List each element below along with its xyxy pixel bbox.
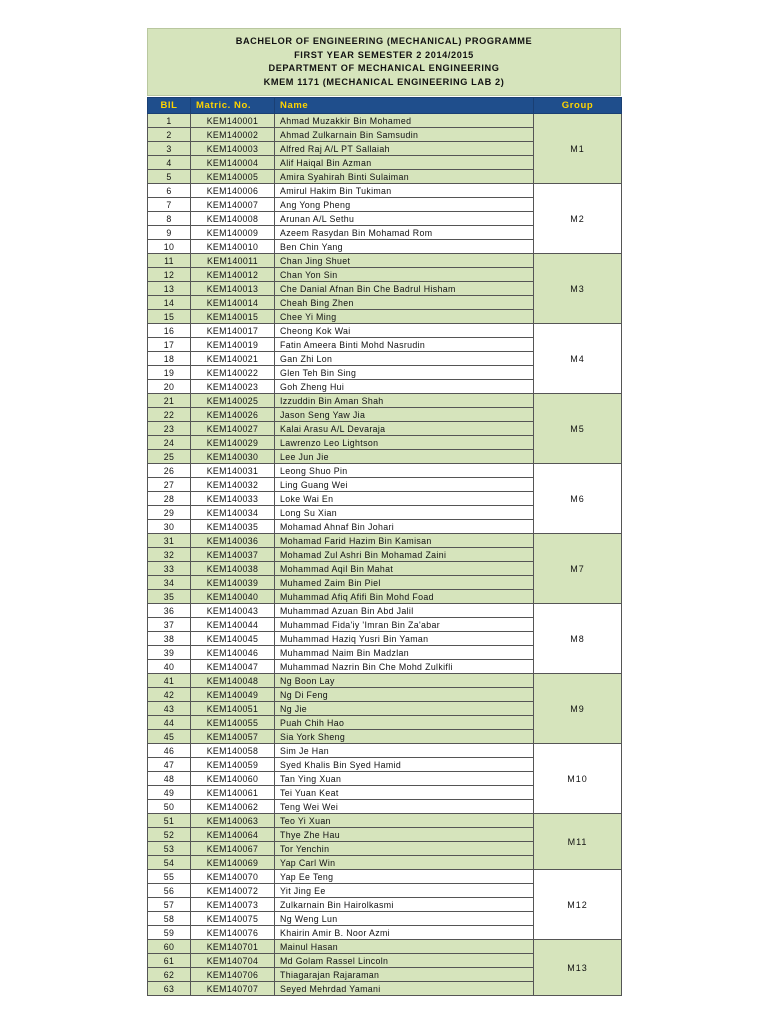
matric-no-cell: KEM140017 [191, 324, 275, 338]
bil-cell: 32 [148, 548, 191, 562]
name-cell: Muhammad Nazrin Bin Che Mohd Zulkifli [275, 660, 534, 674]
header-bil: BIL [148, 98, 191, 114]
group-cell: M12 [534, 870, 622, 940]
name-cell: Ng Weng Lun [275, 912, 534, 926]
bil-cell: 58 [148, 912, 191, 926]
name-cell: Long Su Xian [275, 506, 534, 520]
bil-cell: 36 [148, 604, 191, 618]
name-cell: Arunan A/L Sethu [275, 212, 534, 226]
bil-cell: 47 [148, 758, 191, 772]
bil-cell: 25 [148, 450, 191, 464]
matric-no-cell: KEM140026 [191, 408, 275, 422]
bil-cell: 40 [148, 660, 191, 674]
name-cell: Thiagarajan Rajaraman [275, 968, 534, 982]
title-line-semester: FIRST YEAR SEMESTER 2 2014/2015 [294, 49, 474, 60]
group-cell: M11 [534, 814, 622, 870]
bil-cell: 49 [148, 786, 191, 800]
matric-no-cell: KEM140012 [191, 268, 275, 282]
group-cell: M4 [534, 324, 622, 394]
table-row [148, 604, 622, 618]
table-row [148, 324, 622, 338]
title-line-course: KMEM 1171 (MECHANICAL ENGINEERING LAB 2) [263, 76, 505, 87]
matric-no-cell: KEM140008 [191, 212, 275, 226]
name-cell: Ang Yong Pheng [275, 198, 534, 212]
name-cell: Leong Shuo Pin [275, 464, 534, 478]
matric-no-cell: KEM140010 [191, 240, 275, 254]
name-cell: Yit Jing Ee [275, 884, 534, 898]
name-cell: Amira Syahirah Binti Sulaiman [275, 170, 534, 184]
bil-cell: 29 [148, 506, 191, 520]
name-cell: Alfred Raj A/L PT Sallaiah [275, 142, 534, 156]
bil-cell: 42 [148, 688, 191, 702]
matric-no-cell: KEM140072 [191, 884, 275, 898]
matric-no-cell: KEM140040 [191, 590, 275, 604]
matric-no-cell: KEM140035 [191, 520, 275, 534]
matric-no-cell: KEM140014 [191, 296, 275, 310]
matric-no-cell: KEM140069 [191, 856, 275, 870]
bil-cell: 55 [148, 870, 191, 884]
name-cell: Goh Zheng Hui [275, 380, 534, 394]
name-cell: Seyed Mehrdad Yamani [275, 982, 534, 996]
matric-no-cell: KEM140701 [191, 940, 275, 954]
group-cell: M1 [534, 114, 622, 184]
table-row [148, 394, 622, 408]
name-cell: Ahmad Zulkarnain Bin Samsudin [275, 128, 534, 142]
group-cell: M2 [534, 184, 622, 254]
name-cell: Yap Ee Teng [275, 870, 534, 884]
table-body [148, 114, 622, 996]
bil-cell: 2 [148, 128, 191, 142]
bil-cell: 18 [148, 352, 191, 366]
matric-no-cell: KEM140706 [191, 968, 275, 982]
matric-no-cell: KEM140045 [191, 632, 275, 646]
name-cell: Fatin Ameera Binti Mohd Nasrudin [275, 338, 534, 352]
matric-no-cell: KEM140043 [191, 604, 275, 618]
table-row [148, 870, 622, 884]
matric-no-cell: KEM140005 [191, 170, 275, 184]
bil-cell: 46 [148, 744, 191, 758]
group-cell: M9 [534, 674, 622, 744]
title-line-department: DEPARTMENT OF MECHANICAL ENGINEERING [268, 63, 500, 73]
name-cell: Cheah Bing Zhen [275, 296, 534, 310]
bil-cell: 11 [148, 254, 191, 268]
bil-cell: 34 [148, 576, 191, 590]
name-cell: Sim Je Han [275, 744, 534, 758]
bil-cell: 20 [148, 380, 191, 394]
name-cell: Mohamad Farid Hazim Bin Kamisan [275, 534, 534, 548]
bil-cell: 39 [148, 646, 191, 660]
bil-cell: 19 [148, 366, 191, 380]
name-cell: Alif Haiqal Bin Azman [275, 156, 534, 170]
name-cell: Chan Yon Sin [275, 268, 534, 282]
name-cell: Chee Yi Ming [275, 310, 534, 324]
name-cell: Ahmad Muzakkir Bin Mohamed [275, 114, 534, 128]
matric-no-cell: KEM140034 [191, 506, 275, 520]
matric-no-cell: KEM140044 [191, 618, 275, 632]
bil-cell: 48 [148, 772, 191, 786]
name-cell: Teng Wei Wei [275, 800, 534, 814]
name-cell: Kalai Arasu A/L Devaraja [275, 422, 534, 436]
group-cell: M10 [534, 744, 622, 814]
table-row [148, 464, 622, 478]
matric-no-cell: KEM140060 [191, 772, 275, 786]
group-cell: M5 [534, 394, 622, 464]
name-cell: Zulkarnain Bin Hairolkasmi [275, 898, 534, 912]
bil-cell: 37 [148, 618, 191, 632]
matric-no-cell: KEM140007 [191, 198, 275, 212]
table-row [148, 814, 622, 828]
bil-cell: 43 [148, 702, 191, 716]
matric-no-cell: KEM140030 [191, 450, 275, 464]
matric-no-cell: KEM140009 [191, 226, 275, 240]
matric-no-cell: KEM140023 [191, 380, 275, 394]
bil-cell: 60 [148, 940, 191, 954]
name-cell: Mohamad Zul Ashri Bin Mohamad Zaini [275, 548, 534, 562]
bil-cell: 3 [148, 142, 191, 156]
group-cell: M13 [534, 940, 622, 996]
table-row [148, 744, 622, 758]
bil-cell: 10 [148, 240, 191, 254]
name-cell: Tei Yuan Keat [275, 786, 534, 800]
table-row [148, 114, 622, 128]
name-cell: Cheong Kok Wai [275, 324, 534, 338]
matric-no-cell: KEM140067 [191, 842, 275, 856]
matric-no-cell: KEM140046 [191, 646, 275, 660]
name-cell: Loke Wai En [275, 492, 534, 506]
matric-no-cell: KEM140057 [191, 730, 275, 744]
name-cell: Sia York Sheng [275, 730, 534, 744]
bil-cell: 50 [148, 800, 191, 814]
name-cell: Ling Guang Wei [275, 478, 534, 492]
student-group-table [147, 97, 622, 996]
bil-cell: 14 [148, 296, 191, 310]
bil-cell: 13 [148, 282, 191, 296]
header-group: Group [534, 98, 622, 114]
matric-no-cell: KEM140704 [191, 954, 275, 968]
name-cell: Thye Zhe Hau [275, 828, 534, 842]
matric-no-cell: KEM140002 [191, 128, 275, 142]
matric-no-cell: KEM140013 [191, 282, 275, 296]
matric-no-cell: KEM140032 [191, 478, 275, 492]
bil-cell: 41 [148, 674, 191, 688]
table-row [148, 534, 622, 548]
matric-no-cell: KEM140059 [191, 758, 275, 772]
matric-no-cell: KEM140039 [191, 576, 275, 590]
matric-no-cell: KEM140015 [191, 310, 275, 324]
bil-cell: 57 [148, 898, 191, 912]
name-cell: Muhamed Zaim Bin Piel [275, 576, 534, 590]
name-cell: Lawrenzo Leo Lightson [275, 436, 534, 450]
name-cell: Muhammad Afiq Afifi Bin Mohd Foad [275, 590, 534, 604]
name-cell: Syed Khalis Bin Syed Hamid [275, 758, 534, 772]
table-header-row [148, 98, 622, 114]
matric-no-cell: KEM140029 [191, 436, 275, 450]
bil-cell: 44 [148, 716, 191, 730]
matric-no-cell: KEM140061 [191, 786, 275, 800]
matric-no-cell: KEM140049 [191, 688, 275, 702]
matric-no-cell: KEM140037 [191, 548, 275, 562]
group-cell: M3 [534, 254, 622, 324]
name-cell: Chan Jing Shuet [275, 254, 534, 268]
name-cell: Teo Yi Xuan [275, 814, 534, 828]
group-cell: M6 [534, 464, 622, 534]
matric-no-cell: KEM140051 [191, 702, 275, 716]
group-cell: M8 [534, 604, 622, 674]
bil-cell: 5 [148, 170, 191, 184]
bil-cell: 61 [148, 954, 191, 968]
matric-no-cell: KEM140027 [191, 422, 275, 436]
bil-cell: 59 [148, 926, 191, 940]
bil-cell: 7 [148, 198, 191, 212]
name-cell: Che Danial Afnan Bin Che Badrul Hisham [275, 282, 534, 296]
table-row [148, 674, 622, 688]
bil-cell: 31 [148, 534, 191, 548]
table-row [148, 940, 622, 954]
bil-cell: 21 [148, 394, 191, 408]
matric-no-cell: KEM140022 [191, 366, 275, 380]
header-matric-no: Matric. No. [191, 98, 275, 114]
bil-cell: 62 [148, 968, 191, 982]
name-cell: Azeem Rasydan Bin Mohamad Rom [275, 226, 534, 240]
bil-cell: 22 [148, 408, 191, 422]
matric-no-cell: KEM140063 [191, 814, 275, 828]
bil-cell: 1 [148, 114, 191, 128]
matric-no-cell: KEM140070 [191, 870, 275, 884]
bil-cell: 16 [148, 324, 191, 338]
bil-cell: 28 [148, 492, 191, 506]
bil-cell: 30 [148, 520, 191, 534]
matric-no-cell: KEM140707 [191, 982, 275, 996]
name-cell: Lee Jun Jie [275, 450, 534, 464]
matric-no-cell: KEM140004 [191, 156, 275, 170]
roster-sheet [147, 28, 621, 996]
name-cell: Ng Boon Lay [275, 674, 534, 688]
bil-cell: 17 [148, 338, 191, 352]
table-row [148, 184, 622, 198]
matric-no-cell: KEM140006 [191, 184, 275, 198]
matric-no-cell: KEM140036 [191, 534, 275, 548]
matric-no-cell: KEM140031 [191, 464, 275, 478]
bil-cell: 52 [148, 828, 191, 842]
name-cell: Amirul Hakim Bin Tukiman [275, 184, 534, 198]
name-cell: Md Golam Rassel Lincoln [275, 954, 534, 968]
bil-cell: 33 [148, 562, 191, 576]
bil-cell: 63 [148, 982, 191, 996]
matric-no-cell: KEM140025 [191, 394, 275, 408]
name-cell: Muhammad Naim Bin Madzlan [275, 646, 534, 660]
matric-no-cell: KEM140048 [191, 674, 275, 688]
bil-cell: 26 [148, 464, 191, 478]
name-cell: Mohamad Ahnaf Bin Johari [275, 520, 534, 534]
matric-no-cell: KEM140021 [191, 352, 275, 366]
name-cell: Mohammad Aqil Bin Mahat [275, 562, 534, 576]
bil-cell: 54 [148, 856, 191, 870]
bil-cell: 27 [148, 478, 191, 492]
bil-cell: 15 [148, 310, 191, 324]
name-cell: Muhammad Haziq Yusri Bin Yaman [275, 632, 534, 646]
name-cell: Tor Yenchin [275, 842, 534, 856]
header-name: Name [275, 98, 534, 114]
matric-no-cell: KEM140038 [191, 562, 275, 576]
matric-no-cell: KEM140075 [191, 912, 275, 926]
matric-no-cell: KEM140062 [191, 800, 275, 814]
name-cell: Jason Seng Yaw Jia [275, 408, 534, 422]
matric-no-cell: KEM140011 [191, 254, 275, 268]
name-cell: Mainul Hasan [275, 940, 534, 954]
name-cell: Ng Jie [275, 702, 534, 716]
matric-no-cell: KEM140003 [191, 142, 275, 156]
name-cell: Gan Zhi Lon [275, 352, 534, 366]
name-cell: Khairin Amir B. Noor Azmi [275, 926, 534, 940]
name-cell: Puah Chih Hao [275, 716, 534, 730]
name-cell: Izzuddin Bin Aman Shah [275, 394, 534, 408]
bil-cell: 51 [148, 814, 191, 828]
title-block [147, 28, 621, 96]
name-cell: Tan Ying Xuan [275, 772, 534, 786]
matric-no-cell: KEM140001 [191, 114, 275, 128]
bil-cell: 4 [148, 156, 191, 170]
matric-no-cell: KEM140064 [191, 828, 275, 842]
table-row [148, 254, 622, 268]
matric-no-cell: KEM140047 [191, 660, 275, 674]
bil-cell: 8 [148, 212, 191, 226]
bil-cell: 45 [148, 730, 191, 744]
name-cell: Muhammad Fida'iy 'Imran Bin Za'abar [275, 618, 534, 632]
bil-cell: 56 [148, 884, 191, 898]
bil-cell: 53 [148, 842, 191, 856]
matric-no-cell: KEM140073 [191, 898, 275, 912]
bil-cell: 6 [148, 184, 191, 198]
group-cell: M7 [534, 534, 622, 604]
bil-cell: 35 [148, 590, 191, 604]
name-cell: Ng Di Feng [275, 688, 534, 702]
matric-no-cell: KEM140019 [191, 338, 275, 352]
bil-cell: 9 [148, 226, 191, 240]
matric-no-cell: KEM140076 [191, 926, 275, 940]
bil-cell: 38 [148, 632, 191, 646]
bil-cell: 24 [148, 436, 191, 450]
name-cell: Ben Chin Yang [275, 240, 534, 254]
bil-cell: 23 [148, 422, 191, 436]
bil-cell: 12 [148, 268, 191, 282]
matric-no-cell: KEM140033 [191, 492, 275, 506]
name-cell: Muhammad Azuan Bin Abd Jalil [275, 604, 534, 618]
matric-no-cell: KEM140058 [191, 744, 275, 758]
name-cell: Glen Teh Bin Sing [275, 366, 534, 380]
title-line-programme: BACHELOR OF ENGINEERING (MECHANICAL) PROGRAMME [235, 36, 533, 46]
name-cell: Yap Carl Win [275, 856, 534, 870]
matric-no-cell: KEM140055 [191, 716, 275, 730]
